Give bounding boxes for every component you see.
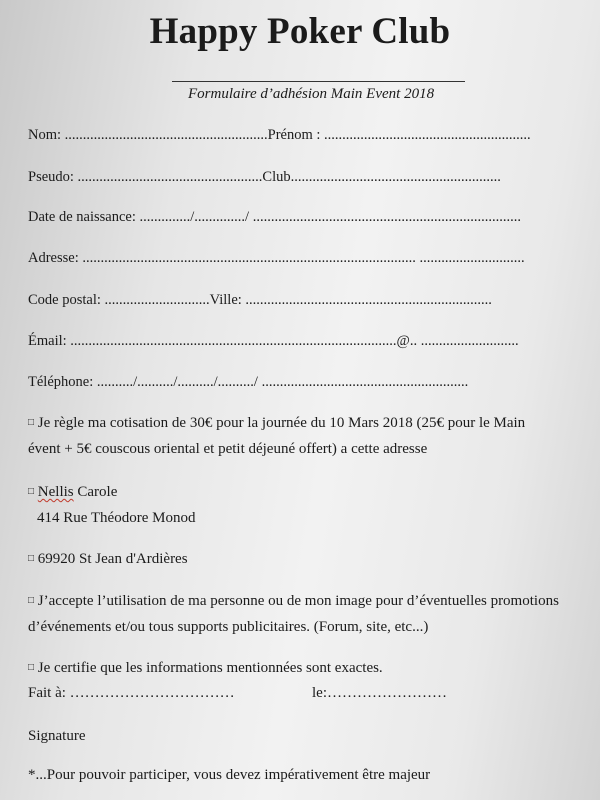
consent-text-1: J’accepte l’utilisation de ma personne ou de mon image pour d’éventuelles promotions: [37, 593, 559, 609]
consent-text-2: d’événements et/ou tous supports publicitaires. (Forum, site, etc...): [28, 619, 429, 635]
footnote: *...Pour pouvoir participer, vous devez impérativement être majeur: [28, 767, 431, 783]
code-postal-ville-field[interactable]: Code postal: .............................Ville: ....................................................................: [28, 292, 492, 308]
address-city: 69920 St Jean d'Ardières: [37, 551, 188, 567]
date-naissance-field[interactable]: Date de naissance: ............../............../ ..........................................................................: [28, 209, 521, 225]
certify-text: Je certifie que les informations mentionnées sont exactes.: [37, 660, 383, 676]
address-first-name: Nellis: [37, 484, 74, 500]
adresse-field[interactable]: Adresse: ............................................................................................ .............................: [28, 250, 525, 266]
form-title: Happy Poker Club: [149, 11, 451, 52]
address-street: 414 Rue Théodore Monod: [37, 510, 196, 526]
title-divider: [172, 81, 465, 82]
payment-checkbox[interactable]: □: [28, 417, 35, 428]
signature-label: Signature: [28, 728, 86, 744]
payment-text-1: Je règle ma cotisation de 30€ pour la journée du 10 Mars 2018 (25€ pour le Main: [37, 415, 526, 431]
telephone-field[interactable]: Téléphone: ........../........../........../........../ .........................................................: [28, 374, 469, 390]
certify-line: [28, 660, 383, 677]
nom-prenom-field[interactable]: Nom: ........................................................Prénom : .........................................................: [28, 127, 531, 143]
certify-checkbox[interactable]: □: [28, 662, 35, 673]
payment-text-2: évent + 5€ couscous oriental et petit déjeuné offert) a cette adresse: [28, 441, 428, 457]
address-checkbox[interactable]: □: [28, 486, 35, 497]
form-subtitle: Formulaire d’adhésion Main Event 2018: [188, 86, 435, 102]
address-city-line: [28, 551, 188, 568]
date-le-field[interactable]: le:……………………: [312, 685, 447, 701]
email-field[interactable]: Émail: ..........................................................................................@.. ...........................: [28, 333, 519, 349]
address-name-line: [28, 484, 117, 501]
consent-checkbox[interactable]: □: [28, 595, 35, 606]
city-checkbox[interactable]: □: [28, 553, 35, 564]
consent-line-1: [28, 593, 559, 610]
payment-line-1: [28, 415, 525, 432]
address-last-name: Carole: [77, 484, 118, 500]
fait-a-field[interactable]: Fait à: ……………………………: [28, 685, 235, 701]
pseudo-club-field[interactable]: Pseudo: ...................................................Club..........................................................: [28, 169, 501, 185]
